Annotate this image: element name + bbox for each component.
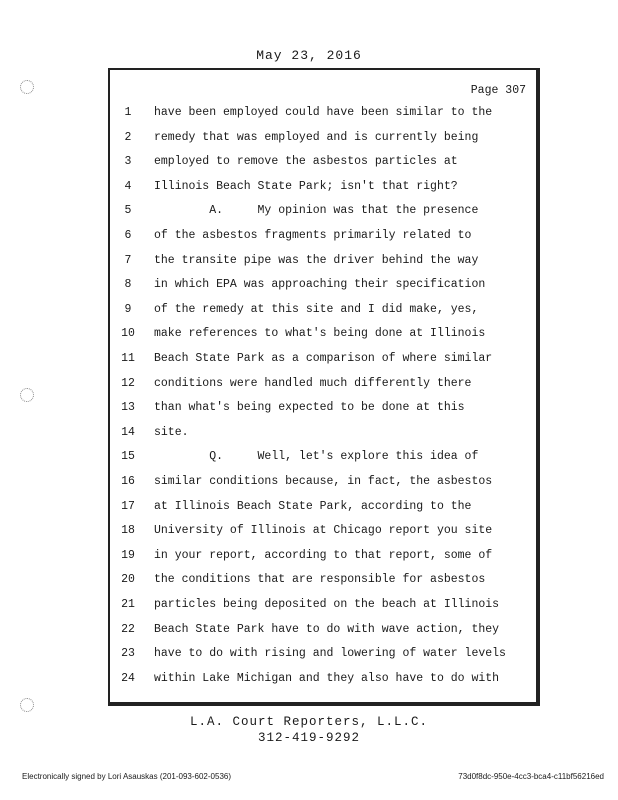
line-number: 23 bbox=[121, 647, 135, 661]
court-reporter-name: L.A. Court Reporters, L.L.C. bbox=[189, 715, 429, 729]
line-number: 22 bbox=[121, 622, 135, 636]
transcript-date: May 23, 2016 bbox=[256, 48, 362, 63]
line-text: conditions were handled much differently there bbox=[154, 376, 472, 390]
transcript-line bbox=[110, 672, 542, 692]
line-number: 17 bbox=[121, 499, 135, 513]
line-text: Beach State Park as a comparison of where similar bbox=[154, 352, 493, 365]
line-text: of the asbestos fragments primarily related to bbox=[154, 229, 472, 242]
transcript-line bbox=[110, 573, 542, 593]
transcript-line bbox=[110, 303, 542, 323]
line-number: 10 bbox=[121, 327, 135, 341]
line-text: in your report, according to that report, some of bbox=[154, 548, 493, 562]
transcript-line bbox=[110, 204, 542, 224]
line-number: 14 bbox=[121, 425, 135, 439]
line-text: Illinois Beach State Park; isn't that right? bbox=[154, 179, 458, 193]
page-number: Page 307 bbox=[470, 84, 526, 97]
line-number: 1 bbox=[124, 106, 132, 119]
binder-hole-mark bbox=[20, 698, 34, 712]
line-number: 3 bbox=[124, 155, 132, 169]
line-text: University of Illinois at Chicago report you site bbox=[154, 524, 493, 538]
transcript-line bbox=[110, 475, 542, 495]
transcript-line bbox=[110, 377, 542, 397]
line-text: within Lake Michigan and they also have to do with bbox=[154, 671, 500, 685]
transcript-line bbox=[110, 180, 542, 200]
line-number: 6 bbox=[124, 229, 132, 242]
transcript-line bbox=[110, 500, 542, 520]
line-text: employed to remove the asbestos particles at bbox=[154, 155, 458, 169]
line-number: 12 bbox=[121, 376, 135, 390]
line-number: 21 bbox=[121, 598, 135, 611]
line-number: 19 bbox=[121, 548, 135, 562]
line-number: 18 bbox=[121, 524, 135, 538]
line-text: make references to what's being done at Illinois bbox=[154, 327, 486, 341]
transcript-line bbox=[110, 327, 542, 347]
line-number: 11 bbox=[121, 352, 135, 365]
binder-hole-mark bbox=[20, 80, 34, 94]
transcript-line bbox=[110, 401, 542, 421]
line-number: 8 bbox=[124, 278, 132, 292]
line-text: have been employed could have been similar to the bbox=[154, 106, 493, 119]
transcript-line bbox=[110, 106, 542, 126]
line-number: 4 bbox=[124, 179, 132, 193]
line-text: have to do with rising and lowering of water levels bbox=[154, 647, 506, 661]
transcript-line bbox=[110, 131, 542, 151]
line-text: similar conditions because, in fact, the asbestos bbox=[154, 475, 493, 488]
transcript-line bbox=[110, 426, 542, 446]
line-number: 15 bbox=[121, 450, 135, 464]
transcript-line bbox=[110, 352, 542, 372]
transcript-line bbox=[110, 229, 542, 249]
transcript-line bbox=[110, 450, 542, 470]
transcript-line bbox=[110, 278, 542, 298]
binder-hole-mark bbox=[20, 388, 34, 402]
line-text: particles being deposited on the beach at Illinois bbox=[154, 598, 500, 611]
transcript-frame bbox=[108, 68, 540, 706]
transcript-line bbox=[110, 647, 542, 667]
electronic-signature: Electronically signed by Lori Asauskas (201-093-602-0536) bbox=[22, 772, 232, 781]
line-text: in which EPA was approaching their specification bbox=[154, 278, 486, 292]
document-hash: 73d0f8dc-950e-4cc3-bca4-c11bf56216ed bbox=[458, 772, 604, 781]
line-number: 20 bbox=[121, 573, 135, 587]
court-reporter-phone: 312-419-9292 bbox=[257, 731, 360, 745]
line-text: at Illinois Beach State Park, according to the bbox=[154, 499, 472, 513]
line-text: Q. Well, let's explore this idea of bbox=[154, 450, 479, 464]
transcript-line bbox=[110, 524, 542, 544]
transcript-line bbox=[110, 155, 542, 175]
transcript-line bbox=[110, 598, 542, 618]
line-text: the transite pipe was the driver behind the way bbox=[154, 253, 479, 267]
line-text: Beach State Park have to do with wave action, they bbox=[154, 622, 500, 636]
transcript-line bbox=[110, 549, 542, 569]
line-text: A. My opinion was that the presence bbox=[154, 204, 479, 218]
line-text: of the remedy at this site and I did make, yes, bbox=[154, 302, 479, 316]
line-number: 16 bbox=[121, 475, 135, 488]
line-number: 7 bbox=[124, 253, 132, 267]
line-text: than what's being expected to be done at this bbox=[154, 401, 465, 415]
line-text: remedy that was employed and is currently being bbox=[154, 130, 479, 144]
line-number: 24 bbox=[121, 671, 135, 685]
line-number: 5 bbox=[124, 204, 132, 218]
line-text: site. bbox=[154, 425, 189, 439]
line-number: 13 bbox=[121, 401, 135, 415]
line-number: 9 bbox=[124, 302, 132, 316]
line-text: the conditions that are responsible for asbestos bbox=[154, 573, 486, 587]
line-number: 2 bbox=[124, 130, 132, 144]
transcript-line bbox=[110, 623, 542, 643]
transcript-line bbox=[110, 254, 542, 274]
